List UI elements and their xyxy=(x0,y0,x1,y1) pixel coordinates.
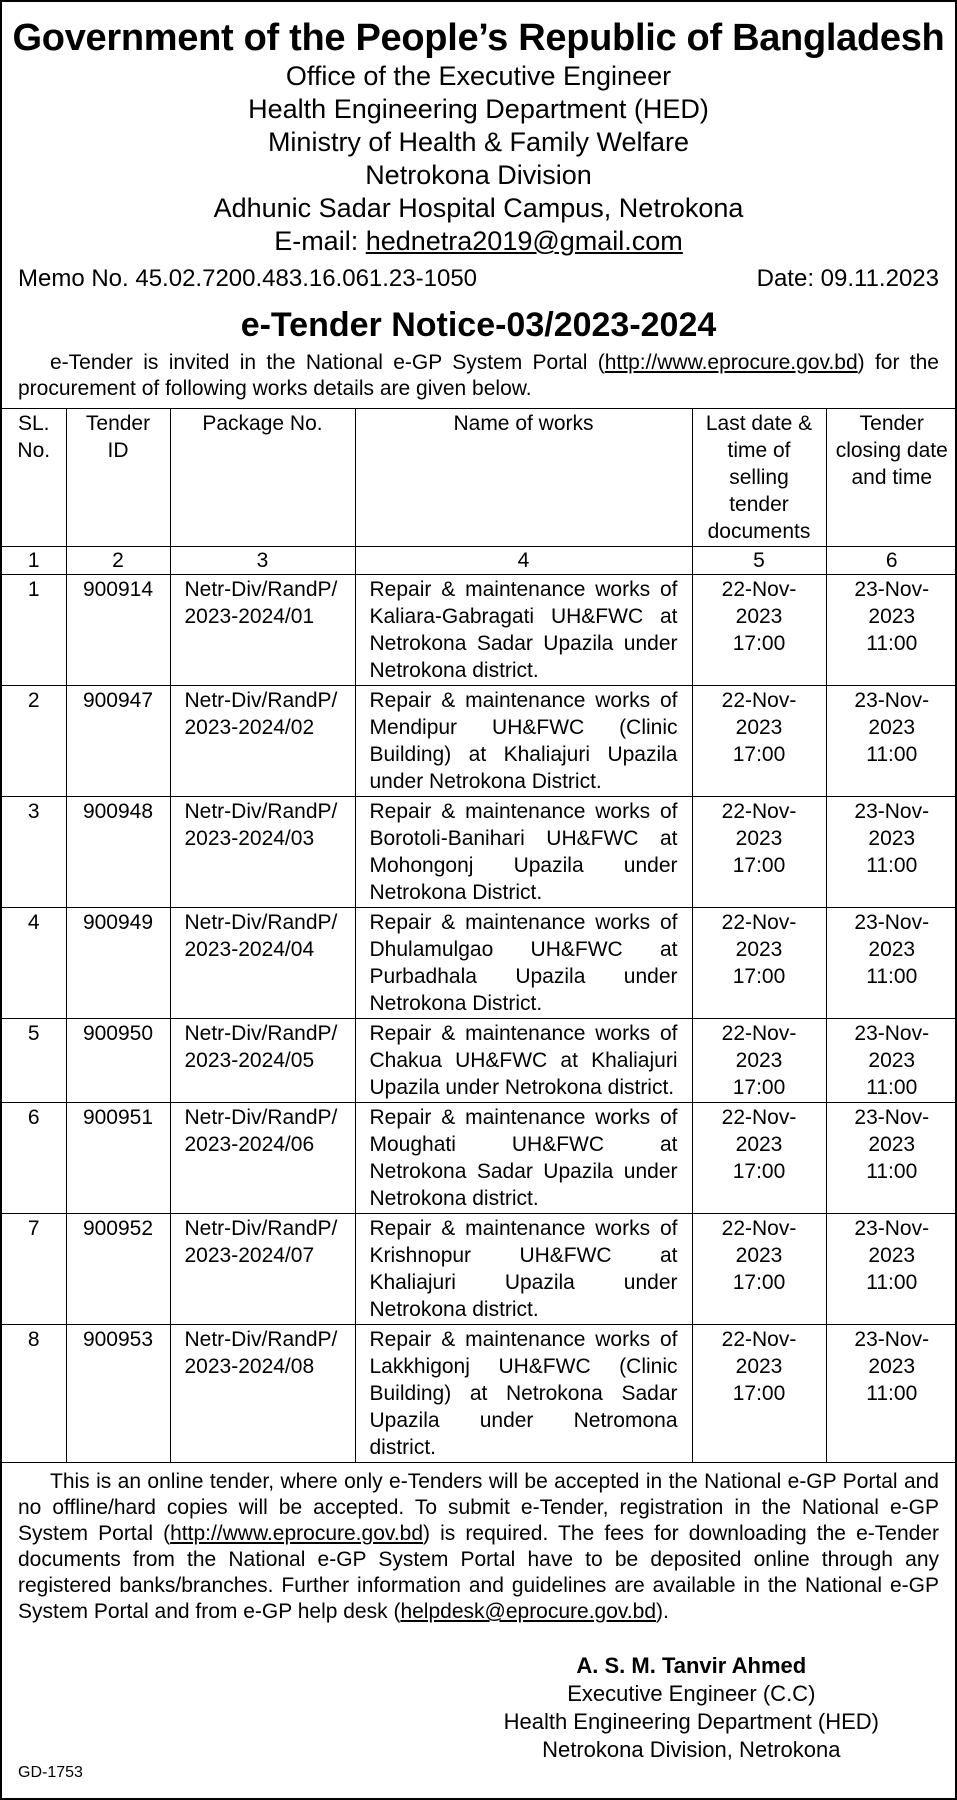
memo-date: Date: 09.11.2023 xyxy=(756,265,939,292)
memo-row xyxy=(2,264,955,294)
closing-date-year: 2023 xyxy=(868,1355,916,1378)
selling-time: 17:00 xyxy=(732,1271,786,1294)
government-title: Government of the People’s Republic of Bangladesh xyxy=(12,17,945,59)
closing-date-year: 2023 xyxy=(868,1049,916,1072)
package-cell xyxy=(170,908,355,1019)
selling-date-day: 22-Nov- xyxy=(721,800,797,823)
selling-date-year: 2023 xyxy=(735,716,783,739)
selling-date-cell xyxy=(692,575,826,686)
tender-table xyxy=(2,408,957,1463)
tender-id-cell xyxy=(66,797,170,908)
header-selling-date: Last date & time of selling tender documents xyxy=(692,409,826,547)
closing-date-cell xyxy=(826,1019,957,1103)
tender-id-cell xyxy=(66,1214,170,1325)
signature-block xyxy=(504,1652,879,1764)
intro-paragraph xyxy=(2,350,955,402)
index-cell: 5 xyxy=(692,547,826,575)
selling-time: 17:00 xyxy=(732,1076,786,1099)
selling-date-year: 2023 xyxy=(735,1355,783,1378)
closing-date-day: 23-Nov- xyxy=(854,1217,930,1240)
closing-date-year: 2023 xyxy=(868,938,916,961)
works-text: Repair & maintenance works of Dhulamulgao UH&FWC at Purbadhala Upazila under Netrokona District. xyxy=(369,911,678,1015)
signatory-name: A. S. M. Tanvir Ahmed xyxy=(576,1653,807,1678)
selling-time: 17:00 xyxy=(732,965,786,988)
selling-date-day: 22-Nov- xyxy=(721,578,797,601)
closing-date-day: 23-Nov- xyxy=(854,800,930,823)
sl-value: 4 xyxy=(27,911,40,934)
package-line-1: Netr-Div/RandP/ xyxy=(184,1217,338,1240)
email-link[interactable]: hednetra2019@gmail.com xyxy=(365,226,683,256)
tender-id-value: 900914 xyxy=(82,578,154,601)
email-line xyxy=(2,225,955,258)
sl-cell xyxy=(2,797,66,908)
helpdesk-email-link[interactable]: helpdesk@eprocure.gov.bd xyxy=(400,1600,657,1623)
package-line-2: 2023-2024/08 xyxy=(184,1355,315,1378)
closing-time: 11:00 xyxy=(866,1271,918,1294)
selling-date-day: 22-Nov- xyxy=(721,1022,797,1045)
package-line-2: 2023-2024/01 xyxy=(184,605,315,628)
selling-date-cell xyxy=(692,686,826,797)
footer-text-3: ). xyxy=(656,1600,669,1623)
tender-id-cell xyxy=(66,686,170,797)
works-text: Repair & maintenance works of Moughati UH&FWC at Netrokona Sadar Upazila under Netrokona district. xyxy=(369,1106,678,1210)
selling-time: 17:00 xyxy=(732,743,786,766)
package-line-1: Netr-Div/RandP/ xyxy=(184,578,338,601)
notice-title: e-Tender Notice-03/2023-2024 xyxy=(240,306,717,344)
works-text: Repair & maintenance works of Mendipur UH&FWC (Clinic Building) at Khaliajuri Upazila under Netrokona District. xyxy=(369,689,678,793)
sl-value: 5 xyxy=(27,1022,40,1045)
works-text: Repair & maintenance works of Kaliara-Gabragati UH&FWC at Netrokona Sadar Upazila under Netrokona district. xyxy=(369,578,678,682)
sl-value: 8 xyxy=(27,1328,40,1351)
package-line-2: 2023-2024/07 xyxy=(184,1244,315,1267)
index-cell: 1 xyxy=(2,547,66,575)
package-line-1: Netr-Div/RandP/ xyxy=(184,1022,338,1045)
selling-date-year: 2023 xyxy=(735,605,783,628)
address-line: Adhunic Sadar Hospital Campus, Netrokona xyxy=(213,193,744,223)
selling-date-day: 22-Nov- xyxy=(721,1217,797,1240)
package-cell xyxy=(170,1103,355,1214)
closing-date-year: 2023 xyxy=(868,605,916,628)
sl-cell xyxy=(2,1103,66,1214)
package-line-2: 2023-2024/06 xyxy=(184,1133,315,1156)
closing-time: 11:00 xyxy=(866,743,918,766)
memo-number: Memo No. 45.02.7200.483.16.061.23-1050 xyxy=(18,265,478,292)
closing-time: 11:00 xyxy=(866,1076,918,1099)
closing-date-cell xyxy=(826,1103,957,1214)
selling-date-year: 2023 xyxy=(735,938,783,961)
closing-time: 11:00 xyxy=(866,965,918,988)
closing-date-cell xyxy=(826,1214,957,1325)
tender-id-value: 900948 xyxy=(82,800,154,823)
office-line: Office of the Executive Engineer xyxy=(285,61,672,91)
package-line-1: Netr-Div/RandP/ xyxy=(184,800,338,823)
sl-cell xyxy=(2,1214,66,1325)
index-cell: 3 xyxy=(170,547,355,575)
selling-time: 17:00 xyxy=(732,1382,786,1405)
eprocure-link[interactable]: http://www.eprocure.gov.bd xyxy=(604,351,858,374)
selling-date-day: 22-Nov- xyxy=(721,911,797,934)
closing-date-year: 2023 xyxy=(868,827,916,850)
works-text: Repair & maintenance works of Chakua UH&FWC at Khaliajuri Upazila under Netrokona district. xyxy=(369,1022,678,1099)
signatory-designation: Executive Engineer (C.C) xyxy=(567,1681,816,1706)
eprocure-footer-link[interactable]: http://www.eprocure.gov.bd xyxy=(170,1522,424,1545)
closing-date-day: 23-Nov- xyxy=(854,1106,930,1129)
closing-date-day: 23-Nov- xyxy=(854,1022,930,1045)
division-line: Netrokona Division xyxy=(365,160,592,190)
package-line-1: Netr-Div/RandP/ xyxy=(184,1106,338,1129)
email-label: E-mail: xyxy=(274,226,366,256)
package-line-2: 2023-2024/03 xyxy=(184,827,315,850)
package-line-1: Netr-Div/RandP/ xyxy=(184,1328,338,1351)
closing-date-year: 2023 xyxy=(868,1244,916,1267)
table-row xyxy=(2,575,957,686)
works-cell xyxy=(355,1325,692,1463)
tender-id-value: 900953 xyxy=(82,1328,154,1351)
sl-cell xyxy=(2,908,66,1019)
sl-value: 1 xyxy=(27,578,40,601)
selling-date-cell xyxy=(692,1103,826,1214)
package-cell xyxy=(170,1325,355,1463)
selling-date-day: 22-Nov- xyxy=(721,1106,797,1129)
table-row xyxy=(2,797,957,908)
gd-code: GD-1753 xyxy=(18,1764,83,1781)
header-package: Package No. xyxy=(170,409,355,547)
works-cell xyxy=(355,797,692,908)
signatory-department: Health Engineering Department (HED) xyxy=(503,1709,879,1734)
closing-date-year: 2023 xyxy=(868,716,916,739)
selling-date-year: 2023 xyxy=(735,1244,783,1267)
closing-time: 11:00 xyxy=(866,1382,918,1405)
tender-id-cell xyxy=(66,1019,170,1103)
footer-text-2: ) is required. The fees for downloading the e-Tender documents from the National e-GP System Portal have to be deposited online through any registered banks/branches. Further information and guidelines are available in the National e-GP System Portal and from e-GP help desk ( xyxy=(18,1522,939,1623)
header-sl: SL. No. xyxy=(2,409,66,547)
closing-time: 11:00 xyxy=(866,632,918,655)
tender-id-cell xyxy=(66,908,170,1019)
closing-time: 11:00 xyxy=(866,1160,918,1183)
department-line: Health Engineering Department (HED) xyxy=(248,94,709,124)
package-cell xyxy=(170,575,355,686)
header-works: Name of works xyxy=(355,409,692,547)
sl-value: 7 xyxy=(27,1217,40,1240)
index-cell: 4 xyxy=(355,547,692,575)
table-row xyxy=(2,686,957,797)
selling-date-year: 2023 xyxy=(735,1133,783,1156)
selling-date-cell xyxy=(692,1214,826,1325)
works-text: Repair & maintenance works of Krishnopur UH&FWC at Khaliajuri Upazila under Netrokona district. xyxy=(369,1217,678,1321)
header-closing-date: Tender closing date and time xyxy=(826,409,957,547)
works-cell xyxy=(355,575,692,686)
selling-time: 17:00 xyxy=(732,1160,786,1183)
intro-text-before: e-Tender is invited in the National e-GP System Portal ( xyxy=(50,351,605,374)
selling-time: 17:00 xyxy=(732,854,786,877)
sl-cell xyxy=(2,1325,66,1463)
works-cell xyxy=(355,1214,692,1325)
sl-cell xyxy=(2,575,66,686)
ministry-line: Ministry of Health & Family Welfare xyxy=(267,127,690,157)
table-row xyxy=(2,1019,957,1103)
closing-date-cell xyxy=(826,1325,957,1463)
sl-value: 2 xyxy=(27,689,40,712)
selling-date-cell xyxy=(692,908,826,1019)
closing-date-cell xyxy=(826,908,957,1019)
selling-date-day: 22-Nov- xyxy=(721,689,797,712)
works-cell xyxy=(355,1019,692,1103)
selling-date-cell xyxy=(692,1325,826,1463)
footer-text-1: This is an online tender, where only e-Tenders will be accepted in the National e-GP Portal and no offline/hard copies will be accepted. To submit e-Tender, registration in the National e-GP System Portal ( xyxy=(18,1470,939,1545)
tender-id-value: 900949 xyxy=(82,911,154,934)
tender-id-value: 900952 xyxy=(82,1217,154,1240)
closing-date-day: 23-Nov- xyxy=(854,689,930,712)
package-cell xyxy=(170,1214,355,1325)
closing-date-cell xyxy=(826,575,957,686)
selling-date-day: 22-Nov- xyxy=(721,1328,797,1351)
footer-paragraph xyxy=(2,1469,955,1625)
tender-id-cell xyxy=(66,1103,170,1214)
closing-date-year: 2023 xyxy=(868,1133,916,1156)
package-cell xyxy=(170,797,355,908)
header-tender-id: Tender ID xyxy=(66,409,170,547)
package-cell xyxy=(170,686,355,797)
signatory-location: Netrokona Division, Netrokona xyxy=(542,1737,841,1762)
table-row xyxy=(2,1214,957,1325)
tender-id-cell xyxy=(66,575,170,686)
sl-cell xyxy=(2,1019,66,1103)
sl-cell xyxy=(2,686,66,797)
works-text: Repair & maintenance works of Lakkhigonj UH&FWC (Clinic Building) at Netrokona Sadar Upazila under Netromona district. xyxy=(369,1328,678,1459)
selling-time: 17:00 xyxy=(732,632,786,655)
package-line-2: 2023-2024/05 xyxy=(184,1049,315,1072)
tender-rows xyxy=(2,575,957,1463)
package-line-2: 2023-2024/04 xyxy=(184,938,315,961)
works-cell xyxy=(355,1103,692,1214)
closing-date-day: 23-Nov- xyxy=(854,578,930,601)
sl-value: 3 xyxy=(27,800,40,823)
selling-date-year: 2023 xyxy=(735,1049,783,1072)
sl-value: 6 xyxy=(27,1106,40,1129)
package-line-1: Netr-Div/RandP/ xyxy=(184,911,338,934)
tender-id-value: 900947 xyxy=(82,689,154,712)
intro-text-after: ) for the procurement of following works details are given below. xyxy=(18,351,939,400)
tender-id-value: 900951 xyxy=(82,1106,154,1129)
closing-date-day: 23-Nov- xyxy=(854,1328,930,1351)
index-cell: 6 xyxy=(826,547,957,575)
table-header-row xyxy=(2,409,957,547)
works-cell xyxy=(355,686,692,797)
table-row xyxy=(2,908,957,1019)
closing-date-cell xyxy=(826,797,957,908)
tender-id-value: 900950 xyxy=(82,1022,154,1045)
table-index-row xyxy=(2,547,957,575)
selling-date-year: 2023 xyxy=(735,827,783,850)
selling-date-cell xyxy=(692,797,826,908)
table-row xyxy=(2,1325,957,1463)
table-row xyxy=(2,1103,957,1214)
closing-date-cell xyxy=(826,686,957,797)
index-cell: 2 xyxy=(66,547,170,575)
works-cell xyxy=(355,908,692,1019)
package-cell xyxy=(170,1019,355,1103)
closing-time: 11:00 xyxy=(866,854,918,877)
works-text: Repair & maintenance works of Borotoli-Banihari UH&FWC at Mohongonj Upazila under Netrokona District. xyxy=(369,800,678,904)
closing-date-day: 23-Nov- xyxy=(854,911,930,934)
selling-date-cell xyxy=(692,1019,826,1103)
package-line-1: Netr-Div/RandP/ xyxy=(184,689,338,712)
tender-id-cell xyxy=(66,1325,170,1463)
package-line-2: 2023-2024/02 xyxy=(184,716,315,739)
office-header xyxy=(2,60,955,258)
